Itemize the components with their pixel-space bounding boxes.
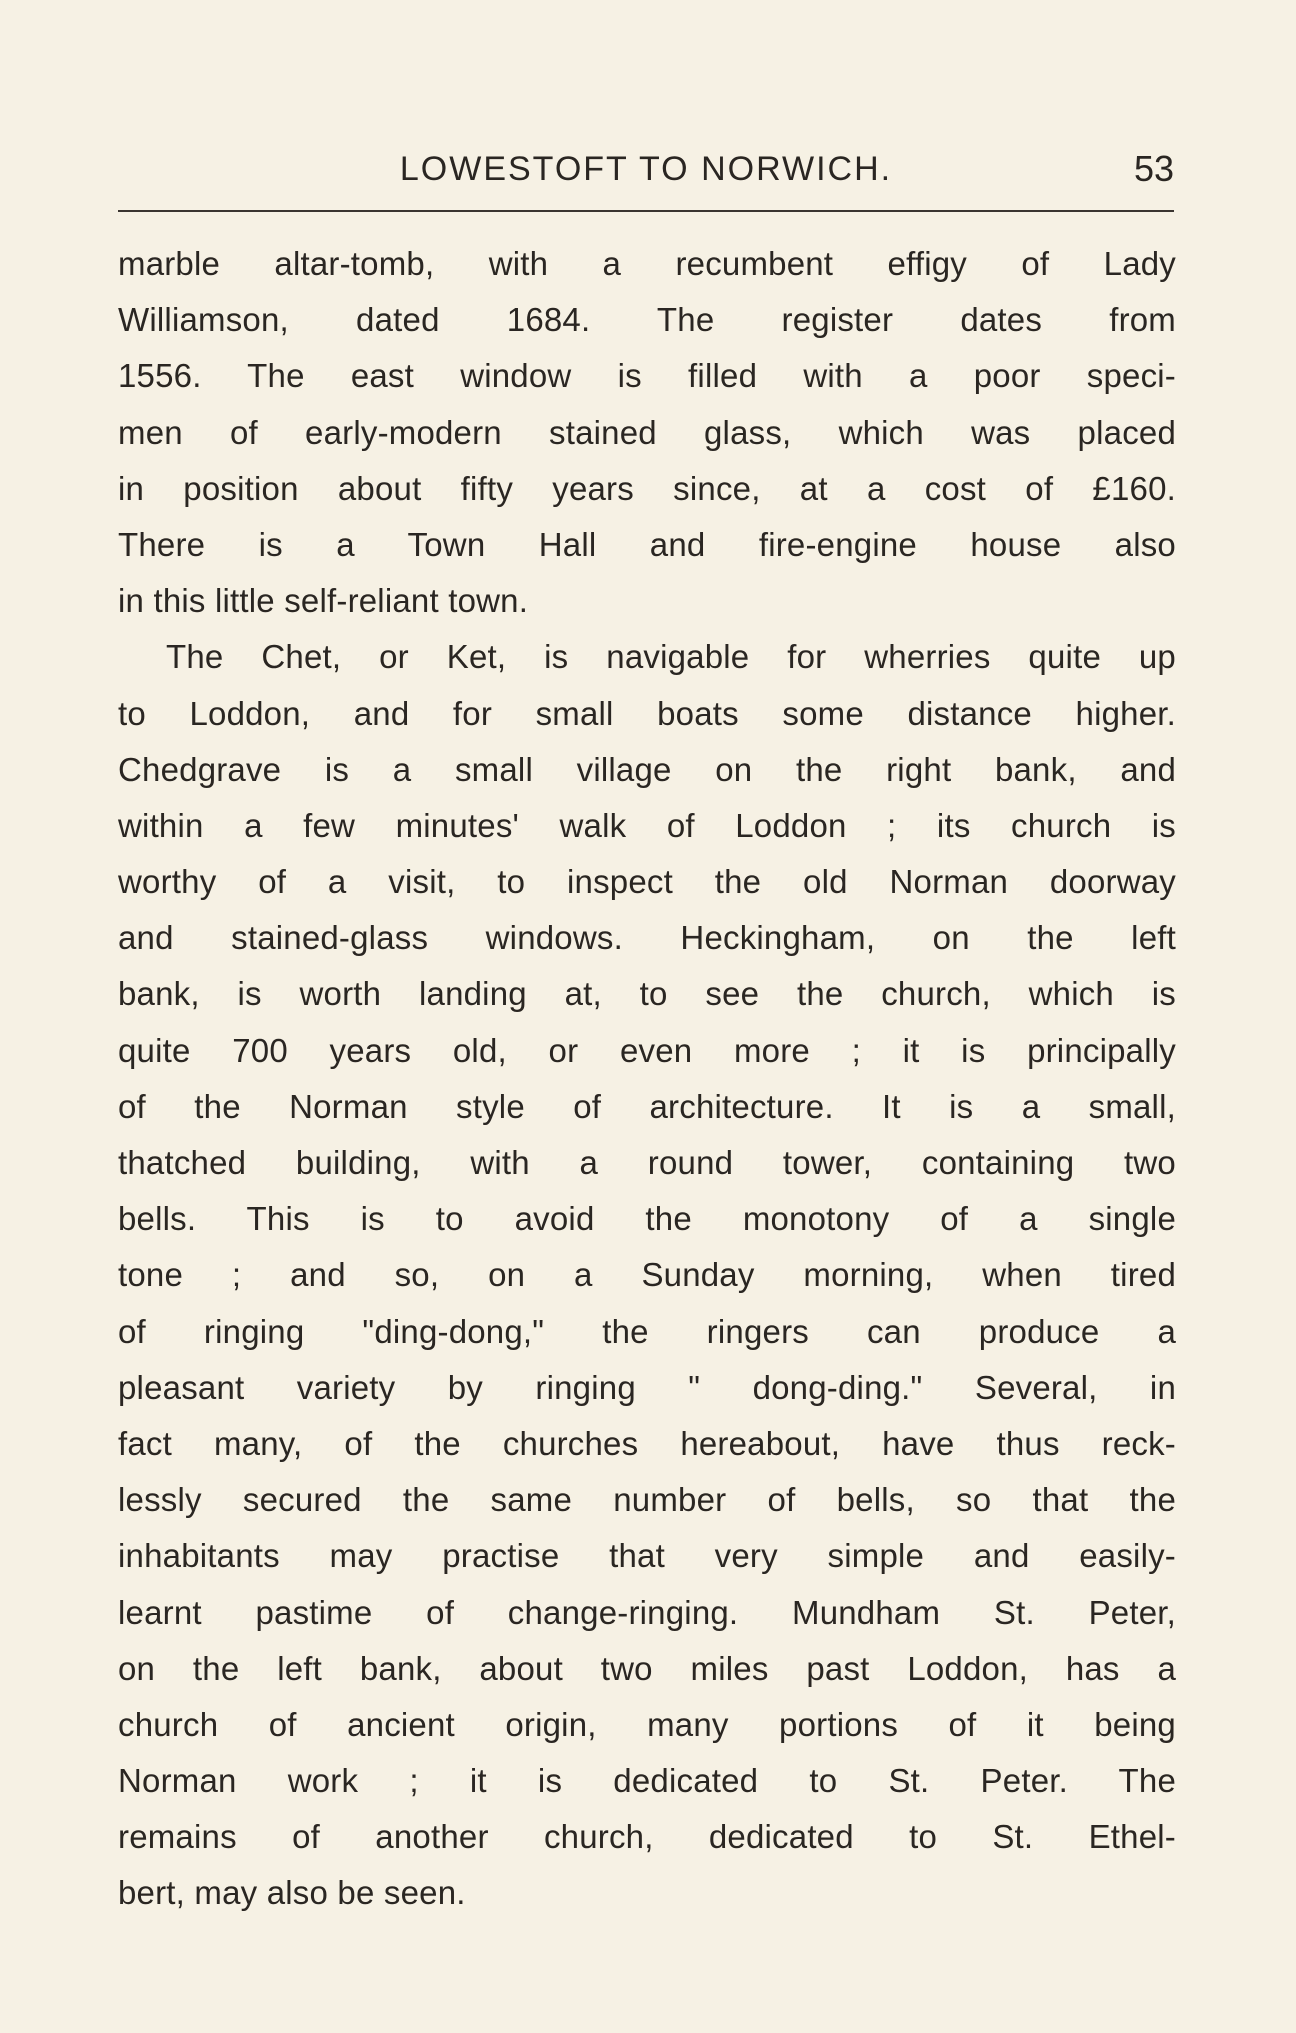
page-number: 53 (1133, 148, 1174, 189)
text-line: men of early-modern stained glass, which was placed (118, 413, 1176, 451)
text-line: bank, is worth landing at, to see the church, which is (118, 975, 1176, 1013)
header-rule (118, 210, 1174, 212)
text-line: bert, may also be seen. (118, 1874, 466, 1912)
text-line: on the left bank, about two miles past Loddon, has a (118, 1649, 1176, 1687)
text-line: learnt pastime of change-ringing. Mundham St. Peter, (118, 1593, 1176, 1631)
text-line: fact many, of the churches hereabout, have thus reck- (118, 1424, 1176, 1462)
text-line: lessly secured the same number of bells, so that the (118, 1481, 1176, 1519)
running-title: LOWESTOFT TO NORWICH. (399, 150, 893, 188)
text-line: remains of another church, dedicated to St. Ethel- (118, 1818, 1176, 1856)
text-line: church of ancient origin, many portions of it being (118, 1705, 1176, 1743)
text-line: quite 700 years old, or even more ; it is principally (118, 1031, 1176, 1069)
text-line: There is a Town Hall and fire-engine house also (118, 525, 1176, 563)
text-line: 1556. The east window is filled with a poor speci- (118, 357, 1176, 395)
text-line: in position about fifty years since, at a cost of £160. (118, 469, 1176, 507)
text-line: to Loddon, and for small boats some distance higher. (118, 694, 1176, 732)
text-line: in this little self-reliant town. (118, 582, 529, 620)
text-line: Norman work ; it is dedicated to St. Peter. The (118, 1762, 1176, 1800)
text-line: pleasant variety by ringing " dong-ding." Several, in (118, 1368, 1176, 1406)
body-text (118, 236, 1176, 1922)
text-line: and stained-glass windows. Heckingham, on the left (118, 919, 1176, 957)
text-line: within a few minutes' walk of Loddon ; its church is (118, 806, 1176, 844)
text-line: thatched building, with a round tower, containing two (118, 1144, 1176, 1181)
text-line: of the Norman style of architecture. It is a small, (118, 1087, 1176, 1125)
text-line: of ringing "ding-dong," the ringers can produce a (118, 1312, 1176, 1350)
text-line: Williamson, dated 1684. The register dates from (118, 301, 1176, 339)
text-line: worthy of a visit, to inspect the old Norman doorway (118, 863, 1176, 901)
text-line: tone ; and so, on a Sunday morning, when tired (118, 1256, 1176, 1294)
running-head (118, 146, 1174, 192)
text-line: bells. This is to avoid the monotony of a single (118, 1200, 1176, 1238)
text-line: inhabitants may practise that very simple and easily- (118, 1537, 1176, 1575)
text-line: The Chet, or Ket, is navigable for wherries quite up (166, 638, 1176, 676)
text-line: Chedgrave is a small village on the right bank, and (118, 750, 1176, 788)
text-line: marble altar-tomb, with a recumbent effigy of Lady (118, 245, 1176, 282)
